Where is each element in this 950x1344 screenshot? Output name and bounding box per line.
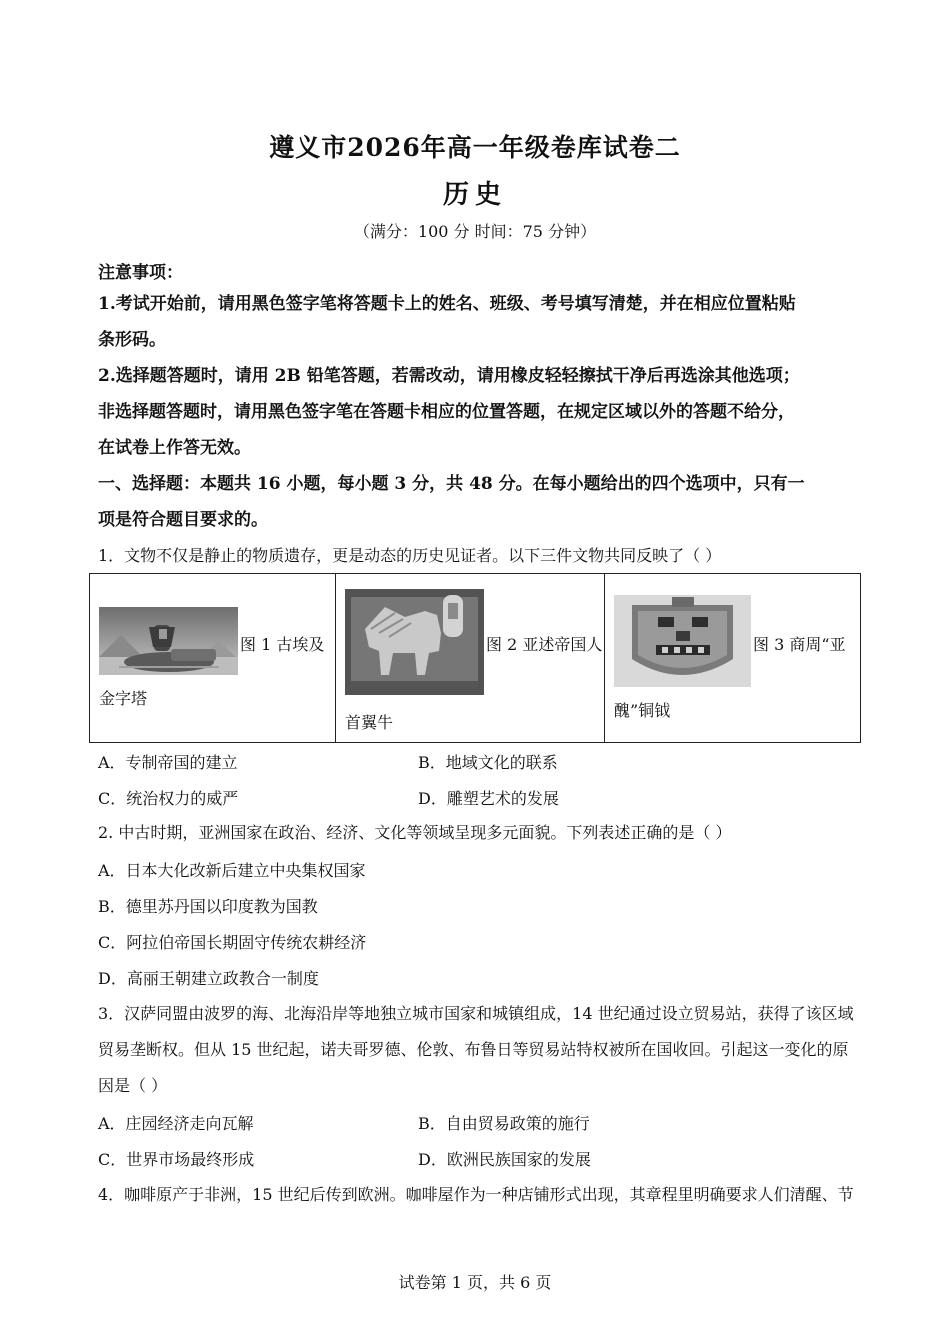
section-1-line: 项是符合题目要求的。 bbox=[98, 510, 268, 530]
section-1-line: 一、选择题：本题共 16 小题，每小题 3 分，共 48 分。在每小题给出的四个选项中，只有一 bbox=[98, 474, 805, 494]
figure-table bbox=[89, 573, 861, 743]
q2-option-c: C．阿拉伯帝国长期固守传统农耕经济 bbox=[98, 933, 367, 952]
figure-cell-1 bbox=[90, 574, 336, 742]
notes-item-1 bbox=[98, 286, 868, 358]
figure-cell-2 bbox=[336, 574, 605, 742]
figure-1-caption-b: 金字塔 bbox=[99, 689, 148, 708]
question-2-stem: 2. 中古时期，亚洲国家在政治、经济、文化等领域呈现多元面貌。下列表述正确的是（ ） bbox=[98, 823, 732, 842]
question-3-line: 贸易垄断权。但从 15 世纪起，诺夫哥罗德、伦敦、布鲁日等贸易站特权被所在国收回。引起这一变化的原 bbox=[98, 1040, 849, 1059]
question-3-line: 3．汉萨同盟由波罗的海、北海沿岸等地独立城市国家和城镇组成，14 世纪通过设立贸易站，获得了该区域 bbox=[98, 1004, 854, 1023]
q1-option-b: B．地域文化的联系 bbox=[418, 753, 558, 772]
winged-bull-image bbox=[345, 589, 484, 695]
q2-option-b: B．德里苏丹国以印度教为国教 bbox=[98, 897, 318, 916]
question-1-stem: 1．文物不仅是静止的物质遗存，更是动态的历史见证者。以下三件文物共同反映了（ ） bbox=[98, 546, 722, 565]
q3-option-d: D．欧洲民族国家的发展 bbox=[418, 1150, 591, 1169]
notes-item-1-line: 1.考试开始前，请用黑色签字笔将答题卡上的姓名、班级、考号填写清楚，并在相应位置粘贴 bbox=[98, 294, 796, 314]
q3-option-b: B．自由贸易政策的施行 bbox=[418, 1114, 590, 1133]
question-3-stem bbox=[98, 996, 868, 1104]
q2-option-a: A．日本大化改新后建立中央集权国家 bbox=[98, 861, 366, 880]
figure-3-caption-a: 图 3 商周“亚 bbox=[753, 635, 846, 654]
section-1-heading bbox=[98, 466, 868, 538]
figure-cell-3 bbox=[605, 574, 860, 742]
notes-heading: 注意事项： bbox=[98, 263, 183, 283]
notes-item-2-line: 在试卷上作答无效。 bbox=[98, 438, 251, 458]
notes-item-1-line: 条形码。 bbox=[98, 330, 166, 350]
question-4-stem: 4．咖啡原产于非洲，15 世纪后传到欧洲。咖啡屋作为一种店铺形式出现，其章程里明确要求人们清醒、节 bbox=[98, 1185, 854, 1204]
figure-2-caption-a: 图 2 亚述帝国人 bbox=[486, 635, 603, 654]
q3-option-a: A．庄园经济走向瓦解 bbox=[98, 1114, 254, 1133]
exam-title: 遵义市2026年高一年级卷库试卷二 bbox=[269, 133, 681, 162]
q2-option-d: D．高丽王朝建立政教合一制度 bbox=[98, 969, 319, 988]
exam-meta: （满分：100 分 时间：75 分钟） bbox=[353, 222, 597, 241]
q3-option-c: C．世界市场最终形成 bbox=[98, 1150, 255, 1169]
q1-option-d: D．雕塑艺术的发展 bbox=[418, 789, 559, 808]
subject-title: 历史 bbox=[442, 180, 507, 210]
notes-item-2 bbox=[98, 358, 868, 466]
question-3-line: 因是（ ） bbox=[98, 1076, 168, 1095]
bronze-yue-axe-image bbox=[614, 595, 751, 687]
figure-1-caption-a: 图 1 古埃及 bbox=[240, 635, 325, 654]
figure-2-caption-b: 首翼牛 bbox=[345, 713, 394, 732]
page-footer: 试卷第 1 页，共 6 页 bbox=[398, 1273, 552, 1292]
notes-item-2-line: 非选择题答题时，请用黑色签字笔在答题卡相应的位置答题，在规定区域以外的答题不给分， bbox=[98, 402, 795, 422]
sphinx-pyramid-image bbox=[99, 607, 238, 675]
figure-3-caption-b: 醜”铜钺 bbox=[614, 701, 671, 720]
q1-option-c: C．统治权力的威严 bbox=[98, 789, 239, 808]
q1-option-a: A．专制帝国的建立 bbox=[98, 753, 238, 772]
notes-item-2-line: 2.选择题答题时，请用 2B 铅笔答题，若需改动，请用橡皮轻轻擦拭干净后再选涂其他选项； bbox=[98, 366, 800, 386]
